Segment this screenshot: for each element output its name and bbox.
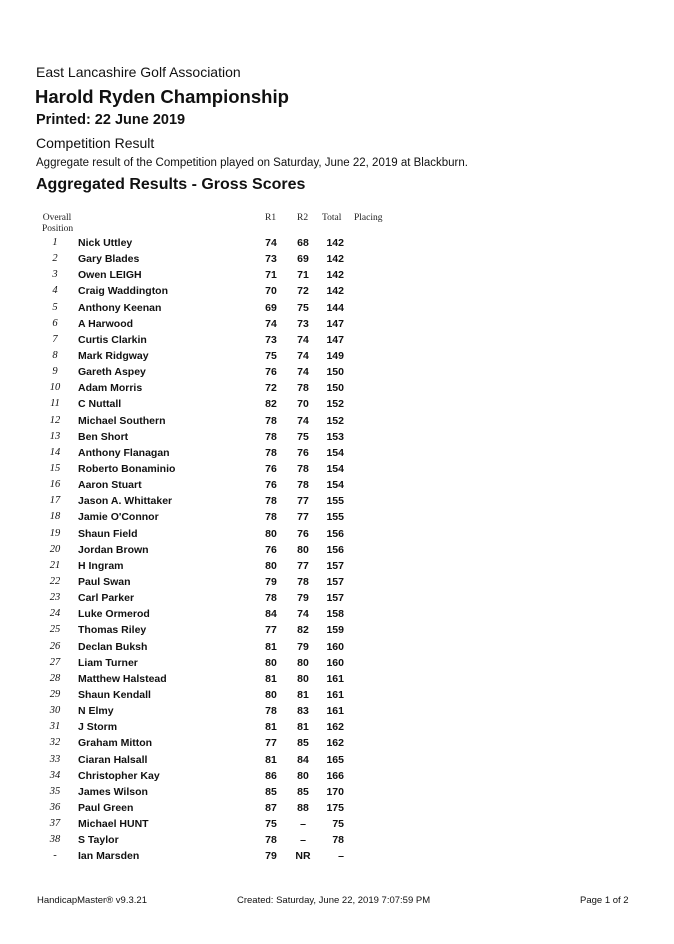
- position-cell: 19: [49, 527, 61, 539]
- position-cell: 1: [52, 237, 58, 248]
- total-cell: 147: [326, 333, 344, 346]
- table-row: [0, 252, 674, 268]
- round2-cell: 85: [297, 737, 309, 750]
- player-name-cell: Declan Buksh: [78, 640, 148, 653]
- player-name-cell: J Storm: [78, 721, 118, 734]
- round2-cell: 78: [297, 479, 309, 492]
- position-cell: 4: [52, 285, 58, 297]
- round2-cell: 72: [297, 285, 309, 298]
- position-cell: 29: [49, 688, 61, 700]
- total-cell: 155: [326, 511, 344, 524]
- round2-cell: 81: [297, 688, 309, 701]
- total-cell: 160: [326, 656, 344, 669]
- table-row: [0, 527, 674, 543]
- total-cell: 78: [332, 834, 344, 847]
- position-cell: 34: [49, 769, 61, 781]
- total-cell: 160: [326, 640, 344, 653]
- round1-cell: 75: [265, 349, 277, 362]
- round1-cell: 78: [265, 446, 277, 459]
- round1-cell: 81: [265, 640, 277, 653]
- player-name-cell: Owen LEIGH: [78, 269, 142, 282]
- position-cell: 37: [49, 818, 61, 830]
- player-name-cell: Shaun Field: [78, 527, 138, 540]
- total-cell: 161: [326, 672, 344, 685]
- position-cell: 15: [49, 462, 61, 474]
- position-cell: 7: [52, 333, 58, 345]
- total-cell: 142: [326, 237, 344, 249]
- total-cell: 154: [326, 462, 344, 475]
- round2-cell: NR: [295, 850, 311, 863]
- round2-cell: 80: [297, 656, 309, 669]
- footer-created: Created: Saturday, June 22, 2019 7:07:59 PM: [237, 895, 431, 906]
- table-row: [0, 623, 674, 639]
- round1-cell: 72: [265, 382, 277, 395]
- round1-cell: 82: [265, 398, 277, 411]
- competition-result-label: Competition Result: [36, 135, 155, 151]
- position-cell: 13: [49, 430, 61, 442]
- round2-cell: 74: [297, 366, 309, 379]
- round2-cell: 84: [297, 753, 309, 766]
- round1-cell: 78: [265, 592, 277, 605]
- round2-cell: 71: [297, 269, 309, 282]
- total-cell: 157: [326, 559, 344, 572]
- table-row: [0, 704, 674, 720]
- position-cell: 16: [49, 479, 61, 491]
- table-row: [0, 446, 674, 462]
- player-name-cell: Anthony Keenan: [78, 301, 162, 314]
- table-row: [0, 333, 674, 349]
- round2-cell: –: [300, 818, 306, 831]
- player-name-cell: Mark Ridgway: [78, 349, 149, 362]
- player-name-cell: Christopher Kay: [78, 769, 160, 782]
- round2-cell: 80: [297, 543, 309, 556]
- table-row: [0, 575, 674, 591]
- position-cell: 3: [52, 269, 58, 281]
- table-row: [0, 656, 674, 672]
- round1-cell: 80: [265, 656, 277, 669]
- position-cell: 33: [49, 753, 61, 765]
- round2-cell: 82: [297, 624, 309, 637]
- aggregate-description: Aggregate result of the Competition played on Saturday, June 22, 2019 at Blackburn.: [36, 157, 468, 169]
- table-row: [0, 317, 674, 333]
- table-row: [0, 365, 674, 381]
- total-cell: 166: [326, 769, 344, 782]
- round2-cell: 79: [297, 592, 309, 605]
- table-row: [0, 801, 674, 817]
- player-name-cell: Aaron Stuart: [78, 479, 142, 492]
- total-cell: 156: [326, 543, 344, 556]
- total-cell: 162: [326, 721, 344, 734]
- total-cell: 161: [326, 705, 344, 718]
- total-cell: 150: [326, 366, 344, 379]
- organization-name: East Lancashire Golf Association: [36, 64, 241, 80]
- round1-cell: 81: [265, 672, 277, 685]
- position-cell: 11: [50, 398, 60, 410]
- table-row: [0, 672, 674, 688]
- table-row: [0, 414, 674, 430]
- player-name-cell: Curtis Clarkin: [78, 333, 147, 346]
- total-cell: 150: [326, 382, 344, 395]
- table-row: [0, 640, 674, 656]
- table-row: [0, 462, 674, 478]
- round2-cell: 83: [297, 705, 309, 718]
- player-name-cell: James Wilson: [78, 785, 148, 798]
- results-table: [0, 236, 674, 865]
- round2-cell: 74: [297, 608, 309, 621]
- table-row: [0, 381, 674, 397]
- table-row: [0, 494, 674, 510]
- player-name-cell: Jamie O'Connor: [78, 511, 159, 524]
- player-name-cell: Gary Blades: [78, 253, 140, 266]
- table-row: [0, 785, 674, 801]
- table-row: [0, 736, 674, 752]
- total-cell: 149: [326, 349, 344, 362]
- position-cell: 12: [49, 414, 61, 426]
- round2-cell: 80: [297, 672, 309, 685]
- position-cell: 14: [49, 446, 61, 458]
- total-cell: 162: [326, 737, 344, 750]
- player-name-cell: Matthew Halstead: [78, 672, 167, 685]
- position-cell: 35: [49, 785, 61, 797]
- round1-cell: 71: [265, 269, 277, 282]
- table-row: [0, 284, 674, 300]
- round2-cell: 69: [297, 253, 309, 266]
- total-cell: 144: [326, 301, 344, 314]
- total-cell: 157: [326, 592, 344, 605]
- table-row: [0, 478, 674, 494]
- table-row: [0, 301, 674, 317]
- position-cell: 8: [52, 349, 58, 361]
- table-row: [0, 817, 674, 833]
- round1-cell: 76: [265, 543, 277, 556]
- player-name-cell: Shaun Kendall: [78, 688, 151, 701]
- position-cell: 2: [52, 253, 58, 265]
- section-title: Aggregated Results - Gross Scores: [36, 176, 306, 193]
- position-cell: 5: [52, 301, 58, 313]
- round1-cell: 80: [265, 527, 277, 540]
- position-cell: -: [53, 850, 57, 862]
- table-row: [0, 769, 674, 785]
- total-cell: 75: [332, 818, 344, 831]
- round1-cell: 79: [265, 575, 277, 588]
- footer-page-number: Page 1 of 2: [580, 895, 629, 906]
- round1-cell: 78: [265, 495, 277, 508]
- round2-cell: 75: [297, 430, 309, 443]
- player-name-cell: A Harwood: [78, 317, 134, 330]
- round1-cell: 75: [265, 818, 277, 831]
- round2-cell: 75: [297, 301, 309, 314]
- player-name-cell: Michael HUNT: [78, 818, 149, 831]
- round2-cell: 85: [297, 785, 309, 798]
- position-cell: 17: [49, 495, 61, 507]
- round1-cell: 77: [265, 737, 277, 750]
- position-cell: 24: [49, 608, 61, 620]
- player-name-cell: Ciaran Halsall: [78, 753, 148, 766]
- player-name-cell: Luke Ormerod: [78, 608, 150, 621]
- total-cell: 153: [326, 430, 344, 443]
- player-name-cell: Liam Turner: [78, 656, 138, 669]
- footer-software: HandicapMaster® v9.3.21: [37, 895, 147, 906]
- round2-cell: 78: [297, 462, 309, 475]
- round2-cell: 77: [297, 559, 309, 572]
- total-cell: 165: [326, 753, 344, 766]
- position-cell: 21: [49, 559, 61, 571]
- total-cell: 159: [326, 624, 344, 637]
- table-row: [0, 268, 674, 284]
- player-name-cell: C Nuttall: [78, 398, 122, 411]
- round2-cell: 88: [297, 801, 309, 814]
- position-cell: 38: [49, 834, 61, 846]
- total-cell: 155: [326, 495, 344, 508]
- round1-cell: 80: [265, 559, 277, 572]
- round2-cell: 74: [297, 414, 309, 427]
- player-name-cell: Gareth Aspey: [78, 366, 146, 379]
- round2-cell: 77: [297, 495, 309, 508]
- position-cell: 36: [49, 801, 61, 813]
- position-cell: 18: [49, 511, 61, 523]
- position-cell: 27: [49, 656, 61, 668]
- table-row: [0, 397, 674, 413]
- player-name-cell: Roberto Bonaminio: [78, 462, 176, 475]
- table-row: [0, 349, 674, 365]
- table-row: [0, 720, 674, 736]
- printed-date: Printed: 22 June 2019: [36, 112, 186, 128]
- position-cell: 23: [49, 592, 61, 604]
- total-cell: 142: [326, 269, 344, 282]
- player-name-cell: S Taylor: [78, 834, 119, 847]
- total-cell: 156: [326, 527, 344, 540]
- round1-cell: 81: [265, 721, 277, 734]
- position-cell: 26: [49, 640, 61, 652]
- player-name-cell: H Ingram: [78, 559, 124, 572]
- total-cell: 161: [326, 688, 344, 701]
- player-name-cell: Michael Southern: [78, 414, 166, 427]
- round1-cell: 73: [265, 333, 277, 346]
- round1-cell: 77: [265, 624, 277, 637]
- round2-cell: 70: [297, 398, 309, 411]
- total-cell: –: [338, 850, 344, 863]
- player-name-cell: Jordan Brown: [78, 543, 149, 556]
- round1-cell: 79: [265, 850, 277, 863]
- position-cell: 20: [49, 543, 61, 555]
- round2-cell: 78: [297, 575, 309, 588]
- table-row: [0, 688, 674, 704]
- round1-cell: 76: [265, 462, 277, 475]
- round2-cell: 80: [297, 769, 309, 782]
- column-header-total: Total: [322, 213, 342, 223]
- position-cell: 30: [49, 705, 61, 717]
- column-header-placing: Placing: [354, 213, 383, 223]
- round1-cell: 78: [265, 430, 277, 443]
- round1-cell: 78: [265, 511, 277, 524]
- total-cell: 142: [326, 253, 344, 266]
- total-cell: 154: [326, 446, 344, 459]
- column-header-r2: R2: [297, 213, 309, 223]
- round1-cell: 70: [265, 285, 277, 298]
- round2-cell: 77: [297, 511, 309, 524]
- total-cell: 175: [326, 801, 344, 814]
- player-name-cell: Paul Green: [78, 801, 134, 814]
- round2-cell: 74: [297, 349, 309, 362]
- round1-cell: 87: [265, 801, 277, 814]
- position-cell: 22: [49, 575, 61, 587]
- round1-cell: 76: [265, 366, 277, 379]
- total-cell: 147: [326, 317, 344, 330]
- position-cell: 25: [49, 624, 61, 636]
- player-name-cell: Graham Mitton: [78, 737, 153, 750]
- column-header-r1: R1: [265, 213, 277, 223]
- round2-cell: 76: [297, 527, 309, 540]
- player-name-cell: Ben Short: [78, 430, 129, 443]
- round2-cell: 73: [297, 317, 309, 330]
- position-cell: 28: [49, 672, 61, 684]
- table-row: [0, 543, 674, 559]
- total-cell: 152: [326, 398, 344, 411]
- player-name-cell: Nick Uttley: [78, 237, 133, 249]
- player-name-cell: Jason A. Whittaker: [78, 495, 173, 508]
- table-row: [0, 510, 674, 526]
- player-name-cell: Anthony Flanagan: [78, 446, 170, 459]
- total-cell: 158: [326, 608, 344, 621]
- total-cell: 154: [326, 479, 344, 492]
- table-row: [0, 753, 674, 769]
- round1-cell: 85: [265, 785, 277, 798]
- player-name-cell: Ian Marsden: [78, 850, 140, 863]
- position-cell: 6: [52, 317, 58, 329]
- table-row: [0, 430, 674, 446]
- total-cell: 152: [326, 414, 344, 427]
- player-name-cell: Adam Morris: [78, 382, 143, 395]
- round1-cell: 84: [265, 608, 277, 621]
- round2-cell: 79: [297, 640, 309, 653]
- round2-cell: 76: [297, 446, 309, 459]
- position-cell: 32: [49, 737, 61, 749]
- total-cell: 170: [326, 785, 344, 798]
- round2-cell: –: [300, 834, 306, 847]
- round2-cell: 74: [297, 333, 309, 346]
- player-name-cell: N Elmy: [78, 705, 114, 718]
- player-name-cell: Paul Swan: [78, 575, 131, 588]
- column-header-position: Overall Position: [42, 213, 74, 234]
- position-cell: 9: [52, 366, 58, 378]
- table-row: [0, 833, 674, 849]
- table-row: [0, 849, 674, 865]
- page-title: Harold Ryden Championship: [35, 86, 289, 107]
- round1-cell: 86: [265, 769, 277, 782]
- round1-cell: 74: [265, 237, 277, 249]
- round1-cell: 78: [265, 834, 277, 847]
- round1-cell: 80: [265, 688, 277, 701]
- player-name-cell: Carl Parker: [78, 592, 135, 605]
- player-name-cell: Thomas Riley: [78, 624, 147, 637]
- round1-cell: 78: [265, 705, 277, 718]
- round2-cell: 68: [297, 237, 309, 249]
- table-row: [0, 591, 674, 607]
- total-cell: 157: [326, 575, 344, 588]
- round1-cell: 69: [265, 301, 277, 314]
- table-row: [0, 607, 674, 623]
- position-cell: 10: [49, 382, 61, 394]
- round2-cell: 78: [297, 382, 309, 395]
- table-row: [0, 559, 674, 575]
- player-name-cell: Craig Waddington: [78, 285, 169, 298]
- total-cell: 142: [326, 285, 344, 298]
- table-row: [0, 236, 674, 252]
- position-cell: 31: [49, 721, 61, 733]
- round1-cell: 74: [265, 317, 277, 330]
- round1-cell: 73: [265, 253, 277, 266]
- round1-cell: 81: [265, 753, 277, 766]
- round2-cell: 81: [297, 721, 309, 734]
- round1-cell: 76: [265, 479, 277, 492]
- round1-cell: 78: [265, 414, 277, 427]
